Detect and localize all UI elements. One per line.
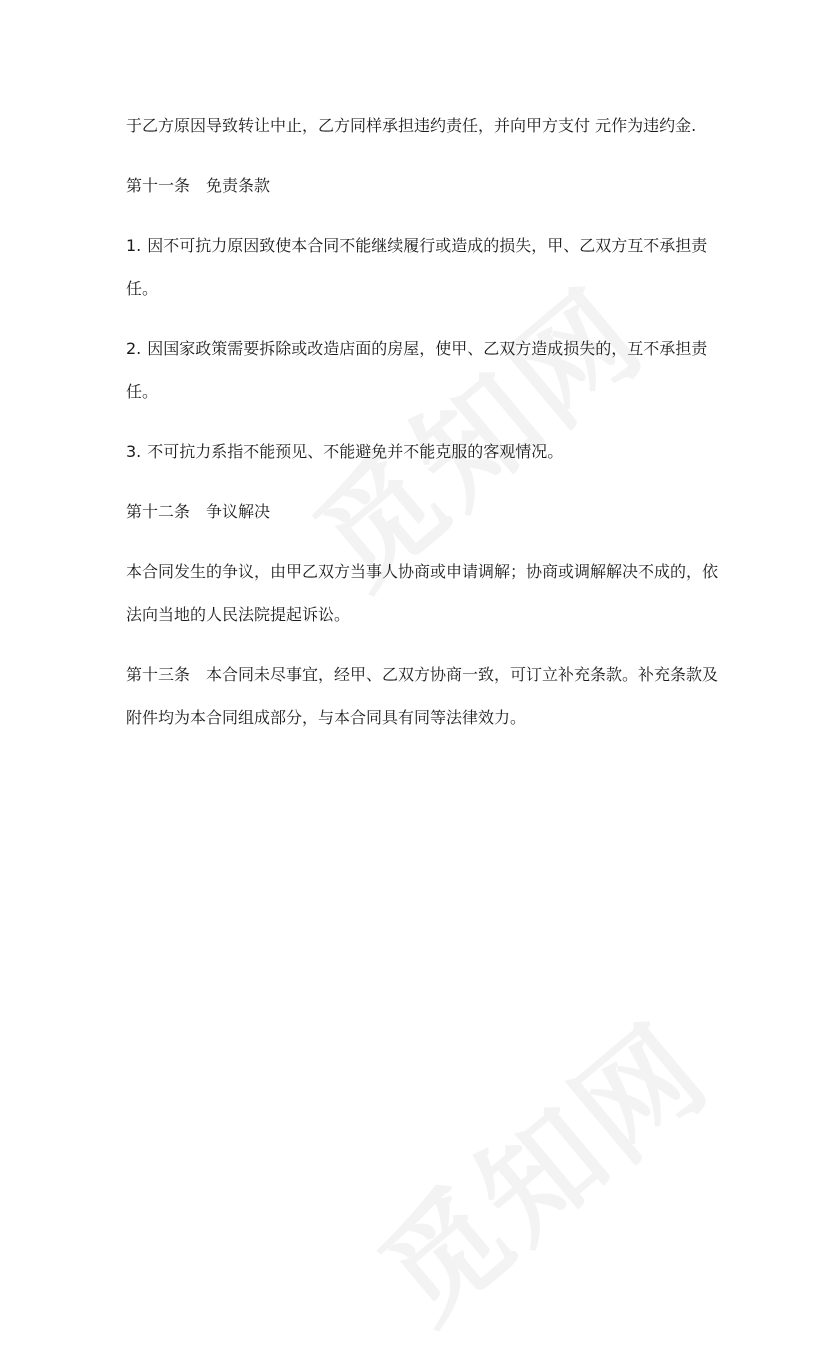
item-text: 因国家政策需要拆除或改造店面的房屋，使甲、乙双方造成损失的，互不承担责任。: [126, 339, 708, 401]
article-11-label: 第十一条: [126, 176, 191, 195]
article-13-label: 第十三条: [126, 665, 191, 684]
item-text: 因不可抗力原因致使本合同不能继续履行或造成的损失，甲、乙双方互不承担责任。: [126, 236, 708, 298]
paragraph-intro: 于乙方原因导致转让中止，乙方同样承担违约责任，并向甲方支付 元作为违约金.: [126, 116, 697, 135]
article-13: [126, 653, 722, 739]
item-number: 3.: [126, 442, 142, 461]
document-body: [126, 104, 722, 756]
item-text: 不可抗力系指不能预见、不能避免并不能克服的客观情况。: [147, 442, 564, 461]
article-12-label: 第十二条: [126, 502, 191, 521]
article-11-item-2: [126, 327, 722, 413]
article-11-item-3: [126, 430, 722, 473]
watermark: [339, 979, 739, 1353]
item-number: 1.: [126, 236, 142, 255]
article-11-title: 免责条款: [206, 176, 271, 195]
article-12-text: 本合同发生的争议，由甲乙双方当事人协商或申请调解；协商或调解解决不成的，依法向当地的人民法院提起诉讼。: [126, 562, 719, 624]
article-13-text: 本合同未尽事宜，经甲、乙双方协商一致，可订立补充条款。补充条款及附件均为本合同组成部分，与本合同具有同等法律效力。: [126, 665, 719, 727]
article-12-title: 争议解决: [206, 502, 271, 521]
item-number: 2.: [126, 339, 142, 358]
article-11-item-1: [126, 224, 722, 310]
article-11-heading: [126, 164, 722, 207]
article-12-heading: [126, 490, 722, 533]
